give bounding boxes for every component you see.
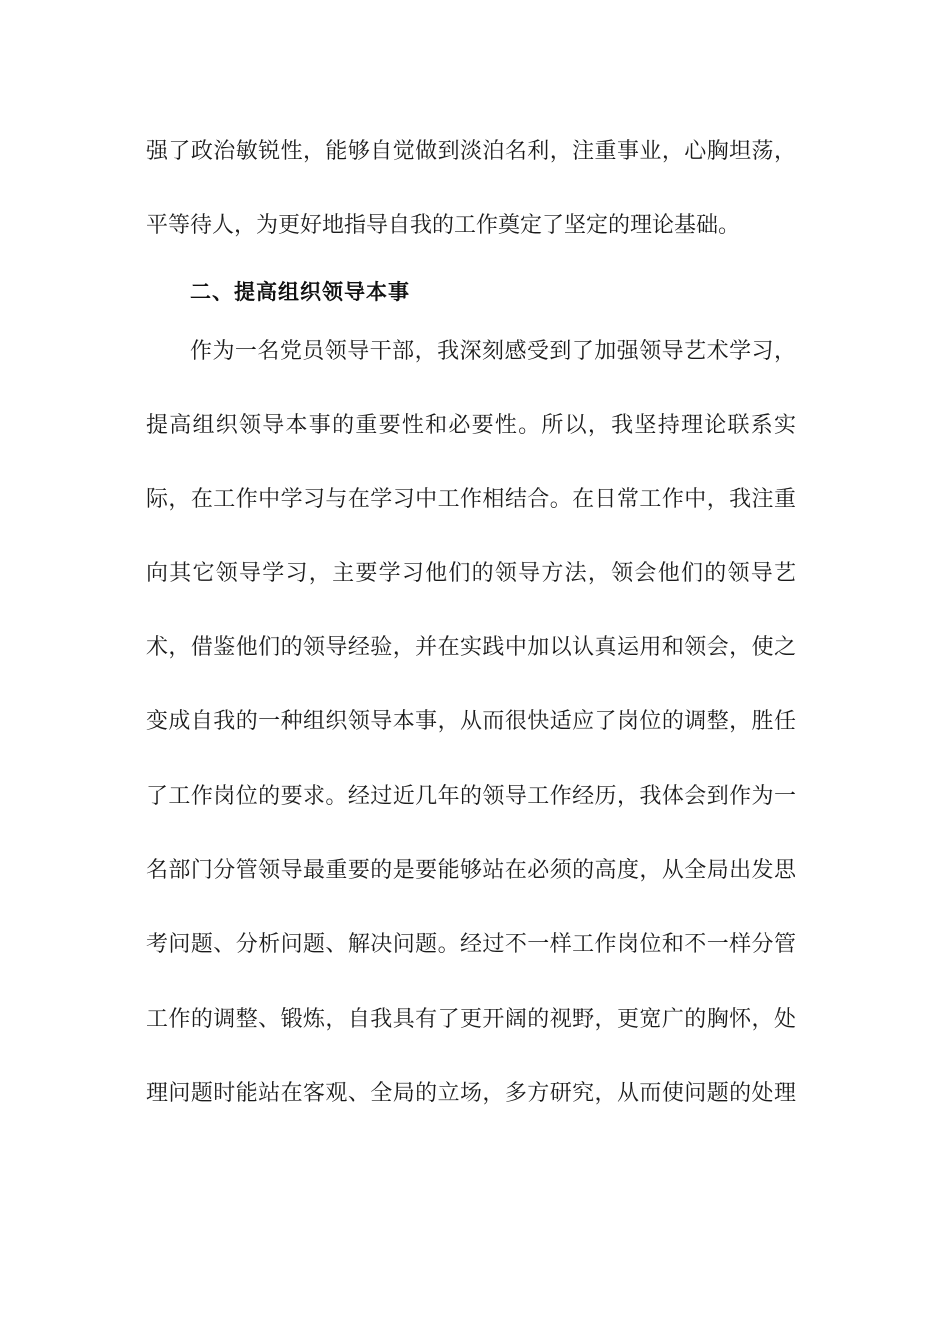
paragraph-2-line-1: 作为一名党员领导干部，我深刻感受到了加强领导艺术学习， [190, 339, 796, 364]
paragraph-2-line-9: 考问题、分析问题、解决问题。经过不一样工作岗位和不一样分管 [146, 932, 796, 957]
paragraph-2-line-6: 变成自我的一种组织领导本事，从而很快适应了岗位的调整，胜任 [146, 709, 796, 734]
paragraph-2-line-8: 名部门分管领导最重要的是要能够站在必须的高度，从全局出发思 [146, 858, 796, 883]
paragraph-1-line-1: 强了政治敏锐性，能够自觉做到淡泊名利，注重事业，心胸坦荡， [146, 139, 796, 164]
paragraph-2-line-5: 术，借鉴他们的领导经验，并在实践中加以认真运用和领会，使之 [146, 635, 796, 660]
paragraph-2-line-3: 际，在工作中学习与在学习中工作相结合。在日常工作中，我注重 [146, 487, 796, 512]
section-heading: 二、提高组织领导本事 [190, 280, 410, 304]
paragraph-2-line-4: 向其它领导学习，主要学习他们的领导方法，领会他们的领导艺 [146, 561, 796, 586]
paragraph-1-line-2: 平等待人，为更好地指导自我的工作奠定了坚定的理论基础。 [146, 213, 741, 238]
paragraph-2-line-7: 了工作岗位的要求。经过近几年的领导工作经历，我体会到作为一 [146, 784, 796, 809]
paragraph-2-line-2: 提高组织领导本事的重要性和必要性。所以，我坚持理论联系实 [146, 413, 796, 438]
paragraph-2-line-10: 工作的调整、锻炼，自我具有了更开阔的视野，更宽广的胸怀，处 [146, 1007, 796, 1032]
paragraph-2-line-11: 理问题时能站在客观、全局的立场，多方研究，从而使问题的处理 [146, 1081, 796, 1106]
